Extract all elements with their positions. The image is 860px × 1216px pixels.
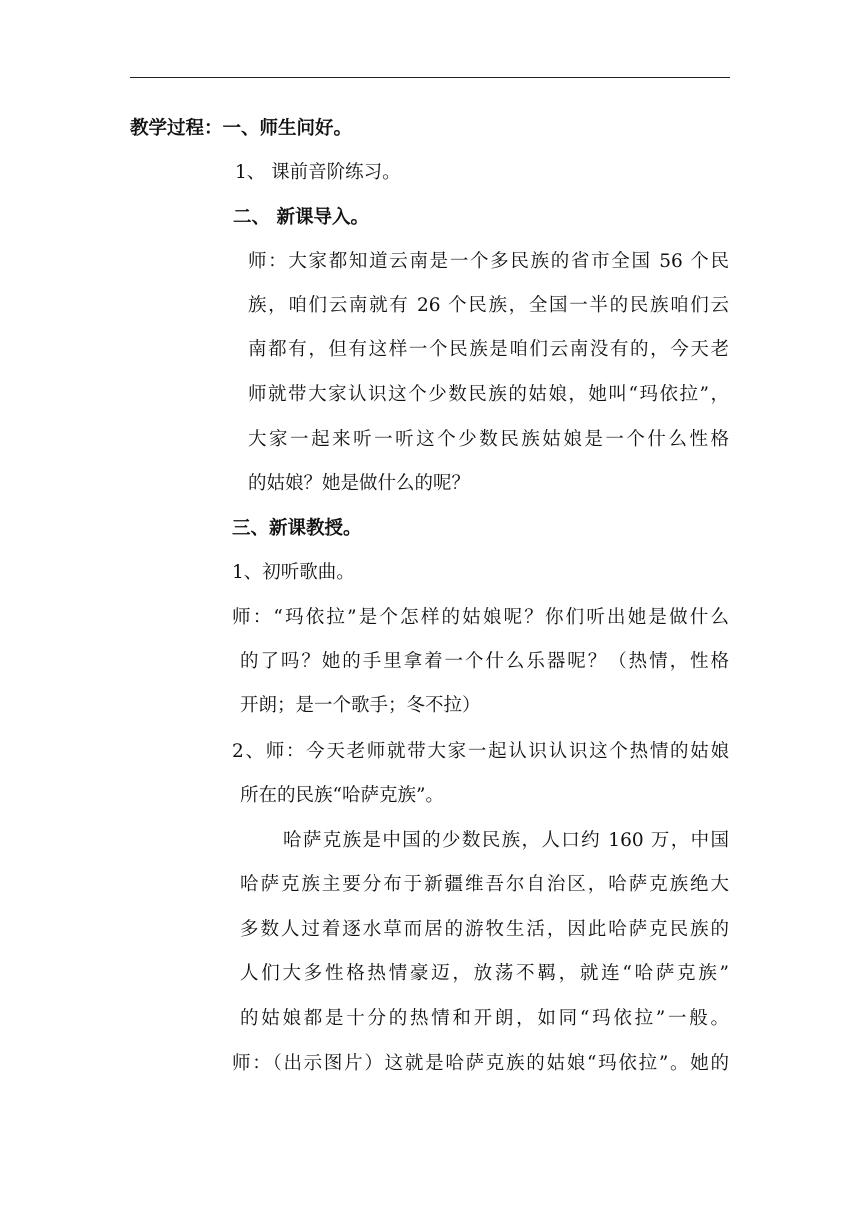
- process-heading: [130, 117, 352, 141]
- text-line-12: 的了吗？她的手里拿着一个什么乐器呢？（热情，性格: [240, 651, 729, 672]
- text-line-10: 1、初听歌曲。: [232, 562, 355, 583]
- section-heading-3: 三、新课教授。: [232, 518, 362, 539]
- text-line-20: 的姑娘都是十分的热情和开朗，如同“玛依拉”一般。: [240, 1008, 729, 1029]
- text-line-17: 哈萨克族主要分布于新疆维吾尔自治区，哈萨克族绝大: [240, 874, 729, 895]
- text-line-1: 1、 课前音阶练习。: [235, 162, 401, 183]
- text-line-7: 大家一起来听一听这个少数民族姑娘是一个什么性格: [248, 429, 729, 450]
- text-line-3: 师：大家都知道云南是一个多民族的省市全国 56 个民: [248, 251, 729, 272]
- text-line-21: 师：（出示图片）这就是哈萨克族的姑娘“玛依拉”。她的: [232, 1053, 729, 1074]
- section-heading-2: 二、 新课导入。: [233, 207, 369, 228]
- text-line-13: 开朗；是一个歌手；冬不拉）: [240, 695, 481, 716]
- text-line-11: 师：“玛依拉”是个怎样的姑娘呢？你们听出她是做什么: [232, 607, 729, 628]
- text-line-16: 哈萨克族是中国的少数民族，人口约 160 万，中国: [283, 830, 729, 851]
- text-line-8: 的姑娘？她是做什么的呢？: [248, 473, 471, 494]
- text-line-19: 人们大多性格热情豪迈，放荡不羁，就连“哈萨克族”: [240, 963, 729, 984]
- text-line-6: 师就带大家认识这个少数民族的姑娘，她叫“玛依拉”，: [248, 384, 729, 405]
- text-line-15: 所在的民族“哈萨克族”。: [240, 785, 444, 806]
- text-line-14: 2、师：今天老师就带大家一起认识认识这个热情的姑娘: [232, 741, 729, 762]
- process-heading-text: 一、师生问好。: [222, 118, 353, 139]
- text-line-18: 多数人过着逐水草而居的游牧生活，因此哈萨克民族的: [240, 919, 729, 940]
- process-heading-label: 教学过程：: [130, 118, 223, 139]
- header-rule: [130, 77, 730, 78]
- text-line-5: 南都有，但有这样一个民族是咱们云南没有的，今天老: [248, 339, 729, 360]
- text-line-4: 族，咱们云南就有 26 个民族，全国一半的民族咱们云: [248, 295, 729, 316]
